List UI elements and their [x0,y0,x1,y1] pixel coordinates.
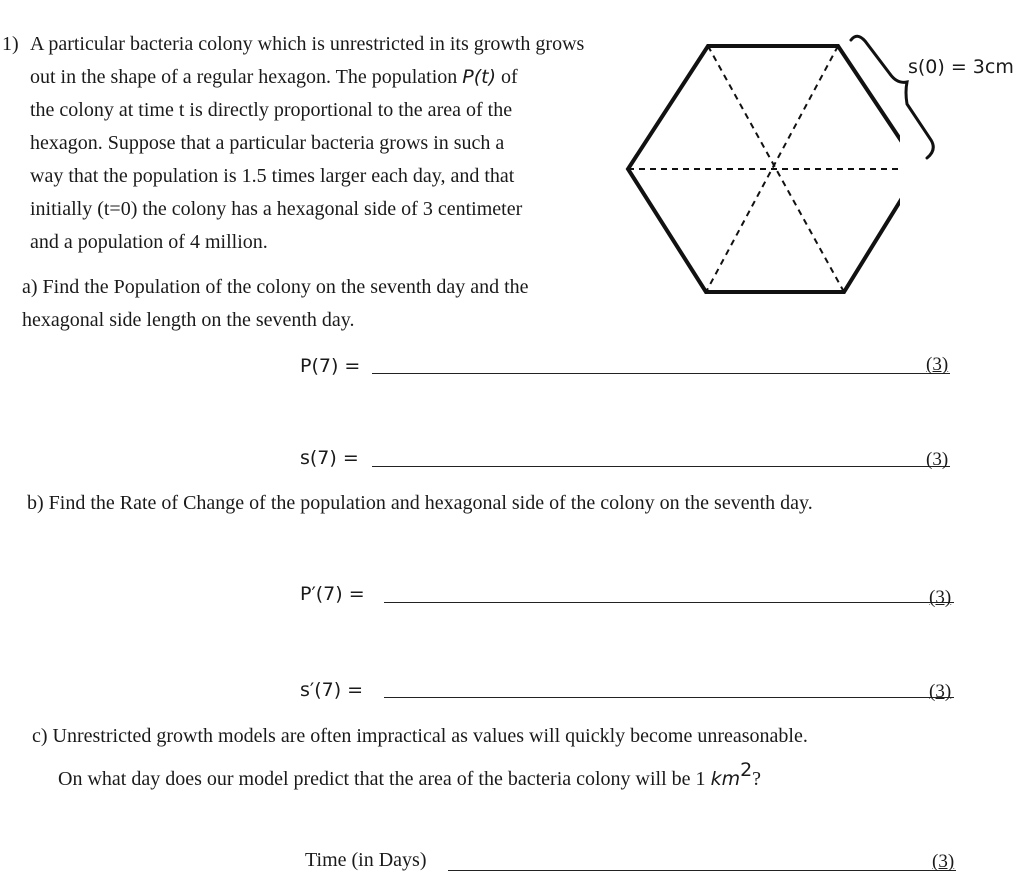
part-c-line-2 [58,759,761,791]
sp7-label: s′(7) = [300,679,364,701]
intro-line-6: initially (t=0) the colony has a hexagonal side of 3 centimeter [30,198,523,220]
part-a-line-1: a) Find the Population of the colony on the seventh day and the [22,276,529,298]
side-length-label [908,56,1014,78]
sp7-points: (3) [929,681,952,702]
part-c-line-2-text: On what day does our model predict that the area of the bacteria colony will be 1 [58,768,711,790]
pp7-points: (3) [929,587,952,608]
time-label: Time (in Days) [305,849,427,871]
problem-number: 1) [2,33,19,55]
intro-line-2-of: of [496,66,518,88]
intro-math-pt: P(t) [462,66,497,88]
intro-line-3: the colony at time t is directly proportional to the area of the [30,99,513,121]
part-b-text: b) Find the Rate of Change of the population and hexagonal side of the colony on the seventh day. [27,492,813,514]
intro-line-7: and a population of 4 million. [30,231,268,253]
intro-line-4: hexagon. Suppose that a particular bacteria grows in such a [30,132,505,154]
time-points: (3) [932,851,955,872]
side-length-label-text: s(0) = 3cm [908,56,1014,78]
unit-exponent: 2 [740,759,753,781]
s7-points: (3) [926,449,949,470]
s7-answer-line[interactable] [372,466,950,467]
brace-path [851,36,933,158]
pp7-answer-line[interactable] [384,602,954,603]
s7-label: s(7) = [300,447,359,469]
sp7-answer-line[interactable] [384,697,954,698]
intro-line-1: A particular bacteria colony which is unrestricted in its growth grows [30,33,585,55]
unit-km: km [710,768,741,790]
intro-line-2-text: out in the shape of a regular hexagon. The population [30,66,463,88]
part-c-question-mark: ? [752,768,762,790]
p7-points: (3) [926,354,949,375]
part-c-line-1: c) Unrestricted growth models are often impractical as values will quickly become unreasonable. [32,725,808,747]
part-a-line-2: hexagonal side length on the seventh day. [22,309,355,331]
intro-line-2 [30,66,518,89]
p7-answer-line[interactable] [372,373,950,374]
p7-label: P(7) = [300,355,361,377]
intro-line-5: way that the population is 1.5 times larger each day, and that [30,165,515,187]
side-brace [845,32,945,167]
time-answer-line[interactable] [448,870,956,871]
pp7-label: P′(7) = [300,583,365,605]
